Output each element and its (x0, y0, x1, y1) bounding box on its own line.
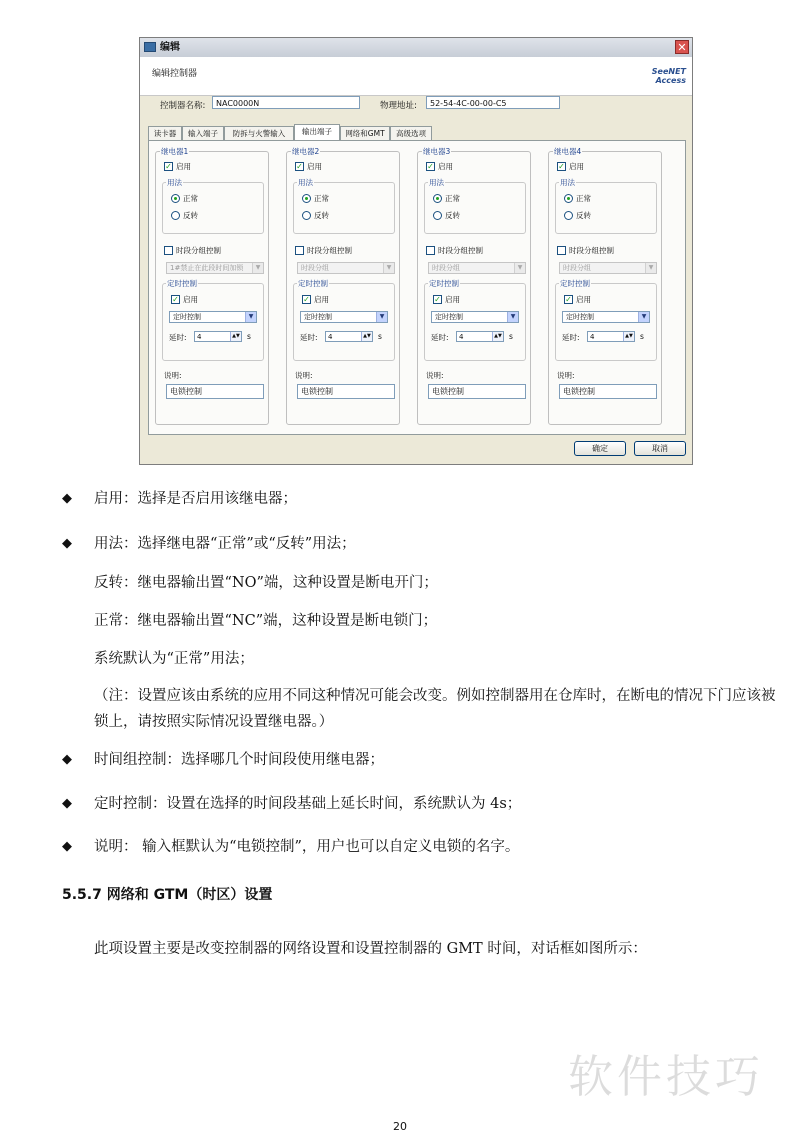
controller-name-label: 控制器名称: (160, 101, 206, 111)
tab-output-terminal[interactable]: 输出端子 (294, 124, 340, 140)
chevron-down-icon: ▼ (383, 263, 394, 273)
normal-radio[interactable] (302, 194, 311, 203)
doc-item-enable: 启用：选择是否启用该继电器； (94, 491, 297, 507)
reverse-label: 反转 (183, 211, 198, 220)
relay-enable-label: 启用 (569, 162, 584, 171)
chevron-down-icon: ▼ (638, 312, 649, 322)
doc-item-reverse: 反转：继电器输出置“NO”端，这种设置是断电开门； (94, 575, 438, 591)
relay-title: 继电器1 (161, 147, 189, 156)
page-number: 20 (393, 1120, 407, 1133)
doc-item-usage: 用法：选择继电器“正常”或“反转”用法； (94, 536, 356, 552)
reverse-label: 反转 (445, 211, 460, 220)
tab-network-gmt[interactable]: 网络和GMT (340, 126, 390, 140)
group-control-label: 时段分组控制 (307, 246, 352, 255)
group-control-checkbox[interactable] (164, 246, 173, 255)
timer-legend: 定时控制 (560, 279, 590, 288)
usage-group (293, 178, 395, 234)
timer-enable-checkbox[interactable]: ✓ (434, 295, 441, 304)
group-control-label: 时段分组控制 (438, 246, 483, 255)
bullet-icon: ◆ (62, 839, 72, 854)
relay-enable-checkbox[interactable]: ✓ (296, 162, 303, 171)
chevron-down-icon: ▼ (376, 312, 387, 322)
mac-address-label: 物理地址: (380, 101, 417, 111)
relay-group-4 (548, 147, 662, 425)
app-icon (144, 42, 156, 52)
description-input[interactable]: 电锁控制 (428, 384, 526, 399)
relay-group-1 (155, 147, 269, 425)
bullet-icon: ◆ (62, 752, 72, 767)
usage-legend: 用法 (167, 178, 182, 187)
timer-legend: 定时控制 (429, 279, 459, 288)
normal-label: 正常 (314, 194, 329, 203)
relay-title: 继电器2 (292, 147, 320, 156)
time-group-select[interactable]: 1#禁止在此段时间加锁 ▼ (166, 262, 264, 274)
delay-stepper[interactable]: 4 ▲▼ (587, 331, 635, 342)
normal-label: 正常 (183, 194, 198, 203)
group-control-checkbox[interactable] (426, 246, 435, 255)
cancel-button[interactable]: 取消 (634, 441, 686, 456)
delay-stepper[interactable]: 4 ▲▼ (194, 331, 242, 342)
chevron-down-icon: ▼ (252, 263, 263, 273)
tab-reader[interactable]: 读卡器 (148, 126, 182, 140)
description-input[interactable]: 电锁控制 (297, 384, 395, 399)
usage-group (555, 178, 657, 234)
group-control-label: 时段分组控制 (176, 246, 221, 255)
timer-group (293, 279, 395, 361)
dialog-title: 编辑 (160, 42, 180, 53)
reverse-radio[interactable] (171, 211, 180, 220)
doc-item-description: 说明： 输入框默认为“电锁控制”，用户也可以自定义电锁的名字。 (94, 839, 520, 855)
mac-address-input[interactable]: 52-54-4C-00-00-C5 (426, 96, 560, 109)
reverse-radio[interactable] (564, 211, 573, 220)
doc-item-normal: 正常：继电器输出置“NC”端，这种设置是断电锁门； (94, 613, 438, 629)
delay-label: 延时: (169, 333, 187, 342)
tab-advanced[interactable]: 高级选项 (390, 126, 432, 140)
relay-title: 继电器3 (423, 147, 451, 156)
relay-enable-checkbox[interactable]: ✓ (558, 162, 565, 171)
delay-label: 延时: (431, 333, 449, 342)
timer-group (162, 279, 264, 361)
group-control-label: 时段分组控制 (569, 246, 614, 255)
group-control-checkbox[interactable] (557, 246, 566, 255)
normal-radio[interactable] (171, 194, 180, 203)
normal-label: 正常 (445, 194, 460, 203)
timer-mode-select[interactable]: 定时控制 ▼ (169, 311, 257, 323)
normal-radio[interactable] (564, 194, 573, 203)
timer-group (555, 279, 657, 361)
reverse-label: 反转 (314, 211, 329, 220)
timer-enable-checkbox[interactable]: ✓ (303, 295, 310, 304)
brand-logo: SeeNET Access (651, 67, 686, 85)
description-input[interactable]: 电锁控制 (166, 384, 264, 399)
relay-enable-checkbox[interactable]: ✓ (165, 162, 172, 171)
bullet-icon: ◆ (62, 536, 72, 551)
timer-enable-label: 启用 (576, 295, 591, 304)
tab-tamper-fire[interactable]: 防拆与火警输入 (224, 126, 294, 140)
delay-label: 延时: (300, 333, 318, 342)
timer-mode-select[interactable]: 定时控制 ▼ (562, 311, 650, 323)
stepper-arrows-icon[interactable]: ▲▼ (623, 332, 634, 341)
watermark: 软件技巧 (568, 1050, 765, 1103)
delay-unit: s (247, 332, 251, 341)
description-label: 说明: (557, 371, 575, 380)
description-label: 说明: (164, 371, 182, 380)
section-intro: 此项设置主要是改变控制器的网络设置和设置控制器的 GMT 时间，对话框如图所示： (94, 941, 647, 957)
bullet-icon: ◆ (62, 796, 72, 811)
bullet-icon: ◆ (62, 491, 72, 506)
usage-group (424, 178, 526, 234)
doc-item-time-group: 时间组控制：选择哪几个时间段使用继电器； (94, 752, 384, 768)
chevron-down-icon: ▼ (645, 263, 656, 273)
timer-enable-label: 启用 (314, 295, 329, 304)
timer-group (424, 279, 526, 361)
normal-radio[interactable] (433, 194, 442, 203)
doc-item-default: 系统默认为“正常”用法； (94, 651, 254, 667)
usage-legend: 用法 (298, 178, 313, 187)
usage-group (162, 178, 264, 234)
delay-unit: s (509, 332, 513, 341)
reverse-radio[interactable] (433, 211, 442, 220)
description-input[interactable]: 电锁控制 (559, 384, 657, 399)
chevron-down-icon: ▼ (507, 312, 518, 322)
normal-label: 正常 (576, 194, 591, 203)
time-group-select[interactable]: 时段分组 ▼ (428, 262, 526, 274)
chevron-down-icon: ▼ (245, 312, 256, 322)
relay-group-2 (286, 147, 400, 425)
tab-input-terminal[interactable]: 输入端子 (182, 126, 224, 140)
delay-stepper[interactable]: 4 ▲▼ (325, 331, 373, 342)
delay-unit: s (378, 332, 382, 341)
usage-legend: 用法 (560, 178, 575, 187)
relay-enable-label: 启用 (307, 162, 322, 171)
doc-note: （注：设置应该由系统的应用不同这种情况可能会改变。例如控制器用在仓库时，在断电的情况下门应该被锁上，请按照实际情况设置继电器。） (94, 688, 776, 730)
reverse-radio[interactable] (302, 211, 311, 220)
timer-enable-checkbox[interactable]: ✓ (172, 295, 179, 304)
time-group-select[interactable]: 时段分组 ▼ (559, 262, 657, 274)
timer-legend: 定时控制 (298, 279, 328, 288)
section-heading: 5.5.7 网络和 GTM（时区）设置 (62, 887, 273, 903)
timer-enable-label: 启用 (445, 295, 460, 304)
close-icon[interactable]: ✕ (675, 40, 689, 54)
relay-title: 继电器4 (554, 147, 582, 156)
dialog-header (140, 57, 692, 96)
timer-enable-label: 启用 (183, 295, 198, 304)
time-group-select[interactable]: 时段分组 ▼ (297, 262, 395, 274)
doc-item-timer: 定时控制：设置在选择的时间段基础上延长时间，系统默认为 4s； (94, 796, 522, 812)
timer-enable-checkbox[interactable]: ✓ (565, 295, 572, 304)
delay-label: 延时: (562, 333, 580, 342)
ok-button[interactable]: 确定 (574, 441, 626, 456)
group-control-checkbox[interactable] (295, 246, 304, 255)
usage-legend: 用法 (429, 178, 444, 187)
stepper-arrows-icon[interactable]: ▲▼ (361, 332, 372, 341)
controller-name-input[interactable]: NAC0000N (212, 96, 360, 109)
description-label: 说明: (295, 371, 313, 380)
dialog-heading: 编辑控制器 (152, 69, 198, 79)
output-terminal-panel (148, 140, 686, 435)
delay-stepper[interactable]: 4 ▲▼ (456, 331, 504, 342)
relay-enable-label: 启用 (176, 162, 191, 171)
stepper-arrows-icon[interactable]: ▲▼ (230, 332, 241, 341)
stepper-arrows-icon[interactable]: ▲▼ (492, 332, 503, 341)
timer-mode-select[interactable]: 定时控制 ▼ (300, 311, 388, 323)
timer-mode-select[interactable]: 定时控制 ▼ (431, 311, 519, 323)
relay-enable-checkbox[interactable]: ✓ (427, 162, 434, 171)
description-label: 说明: (426, 371, 444, 380)
dialog-title-bar (140, 38, 692, 58)
reverse-label: 反转 (576, 211, 591, 220)
delay-unit: s (640, 332, 644, 341)
relay-enable-label: 启用 (438, 162, 453, 171)
chevron-down-icon: ▼ (514, 263, 525, 273)
timer-legend: 定时控制 (167, 279, 197, 288)
edit-controller-dialog (139, 37, 693, 465)
relay-group-3 (417, 147, 531, 425)
